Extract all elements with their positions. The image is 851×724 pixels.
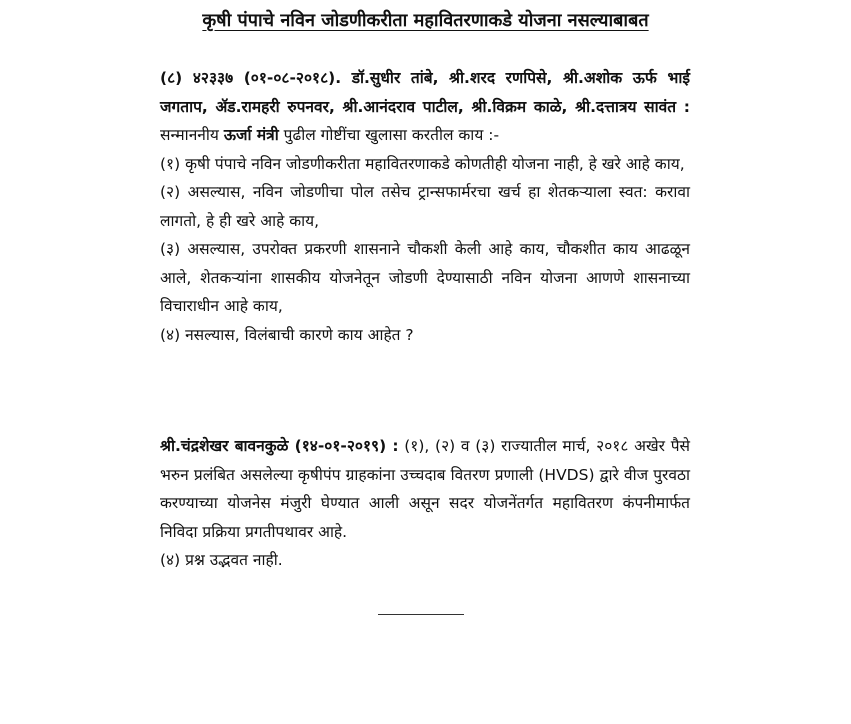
question-item-1: (१) कृषी पंपाचे नविन जोडणीकरीता महावितरणाकडे कोणतीही योजना नाही, हे खरे आहे काय, <box>160 154 685 173</box>
document-title: कृषी पंपाचे नविन जोडणीकरीता महावितरणाकडे योजना नसल्याबाबत <box>202 10 649 31</box>
question-members: डॉ.सुधीर तांबे, श्री.शरद रणपिसे, श्री.अशोक ऊर्फ भाई जगताप, ॲड.रामहरी रुपनवर, श्री.आनंदराव पाटील, श्री.विक्रम काळे, श्री.दत्तात्रय सावंत : <box>160 69 690 116</box>
question-item-3: (३) असल्यास, उपरोक्त प्रकरणी शासनाने चौकशी केली आहे काय, चौकशीत काय आढळून आले, शेतकऱ्यांना शासकीय योजनेतून जोडणी देण्यासाठी नविन योजना आणणे शासनाच्या विचाराधीन आहे काय, <box>160 240 690 315</box>
question-item-2: (२) असल्यास, नविन जोडणीचा पोल तसेच ट्रान्सफार्मरचा खर्च हा शेतकऱ्याला स्वत: करावा लागतो, हे ही खरे आहे काय, <box>160 183 690 230</box>
answer-main <box>160 432 690 546</box>
end-divider <box>378 614 464 615</box>
minister-title: ऊर्जा मंत्री <box>223 126 279 144</box>
answer-item-4: (४) प्रश्न उद्भवत नाही. <box>160 551 283 569</box>
answer-responder: श्री.चंद्रशेखर बावनकुळे (१४-०१-२०१९) : <box>160 437 399 455</box>
question-intro <box>160 64 690 150</box>
question-number-date: (८) ४२३३७ (०१-०८-२०१८). <box>160 69 342 87</box>
answer-text: (१), (२) व (३) राज्यातील मार्च, २०१८ अखेर पैसे भरुन प्रलंबित असलेल्या कृषीपंप ग्राहकांना उच्चदाब वितरण प्रणाली (HVDS) द्वारे वीज पुरवठा करण्याच्या योजनेस मंजुरी घेण्यात आली असून सदर योजनेंतर्गत महावितरण कंपनीमार्फत निविदा प्रक्रिया प्रगतीपथावर आहे. <box>160 437 690 541</box>
addressee-suffix: पुढील गोष्टींचा खुलासा करतील काय :- <box>278 126 500 144</box>
answer-block <box>160 432 690 575</box>
question-block <box>160 64 690 349</box>
addressee-prefix: सन्माननीय <box>160 126 224 144</box>
question-item-4: (४) नसल्यास, विलंबाची कारणे काय आहेत ? <box>160 325 414 344</box>
